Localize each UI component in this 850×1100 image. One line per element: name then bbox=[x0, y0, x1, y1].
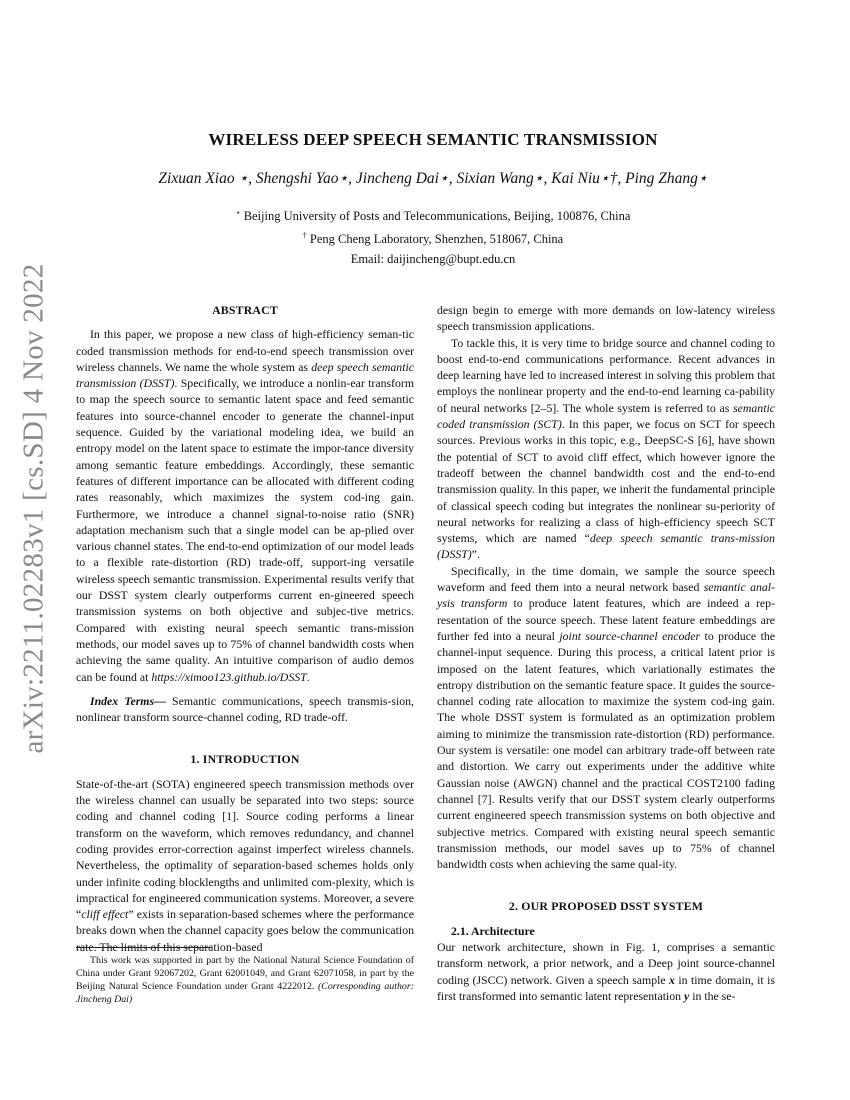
architecture-paragraph: Our network architecture, shown in Fig. 1, comprises a semantic transform network, a prior network, and a Deep joint source-channel coding (JSCC) network. Given a speech sample x in time domain, it is first transformed into semantic latent representation y in the se- bbox=[437, 939, 775, 1003]
left-column bbox=[76, 302, 414, 955]
section-2-heading: 2. OUR PROPOSED DSST SYSTEM bbox=[508, 899, 704, 914]
affiliation-1-text: Beijing University of Posts and Telecommunications, Beijing, 100876, China bbox=[243, 209, 631, 223]
paper-title: WIRELESS DEEP SPEECH SEMANTIC TRANSMISSION bbox=[208, 130, 658, 149]
index-terms: Index Terms— Semantic communications, speech transmis-sion, nonlinear transform source-channel coding, RD trade-off. bbox=[76, 693, 414, 725]
right-column bbox=[437, 302, 775, 1004]
affiliation-2-mark: † bbox=[302, 231, 307, 240]
author-list: Zixuan Xiao ⋆, Shengshi Yao⋆, Jincheng Dai⋆, Sixian Wang⋆, Kai Niu⋆†, Ping Zhang⋆ bbox=[158, 170, 708, 187]
arxiv-identifier bbox=[12, 258, 56, 758]
affiliation-2 bbox=[76, 232, 790, 247]
abstract-body: In this paper, we propose a new class of high-efficiency seman-tic coded transmission methods for end-to-end speech transmission over wireless channels. We name the whole system as deep speech semantic transmission (DSST). Specifically, we introduce a nonlin-ear transform to map the speech source to semantic latent space and feed semantic features into source-channel encoder to generate the channel-input sequence. Guided by the variational modeling idea, we build an entropy model on the latent space to estimate the impor-tance diversity among semantic feature embeddings. Accordingly, these semantic features of different importance can be allocated with different coding rates reasonably, which maximizes the system cod-ing gain. Furthermore, we introduce a channel signal-to-noise ratio (SNR) adaptation mechanism such that a single model can be ap-plied over various channel states. The end-to-end optimization of our model leads to a flexible rate-distortion (RD) trade-off, support-ing versatile wireless speech semantic transmission. Experimental results verify that our DSST system clearly outperforms current en-gineered speech transmission systems on both objective and subjec-tive metrics. Compared with existing neural speech semantic trans-mission methods, our model saves up to 75% of channel bandwidth costs when achieving the same quality. An intuitive comparison of audio demos can be found at https://ximoo123.github.io/DSST. bbox=[76, 327, 414, 684]
intro-paragraph-sct: To tackle this, it is very time to bridge source and channel coding to boost end-to-end communications performance. Recent advances in deep learning have led to increased interest in solving this problem that employs the nonlinear property and the end-to-end learning ca-pability of neural networks [2–5]. The whole system is referred to as semantic coded transmission (SCT). In this paper, we focus on SCT for speech sources. Previous works in this topic, e.g., DeepSC-S [6], have shown the potential of SCT to avoid cliff effect, which however ignore the tradeoff between the channel bandwidth cost and the end-to-end transmission quality. In this paper, we inherit the fundamental principle of classical speech coding but integrates the nonlinear su-periority of neural networks for realizing a class of high-efficiency speech SCT systems, which are named “deep speech semantic trans-mission (DSST)”. bbox=[437, 335, 775, 562]
intro-heading: 1. INTRODUCTION bbox=[190, 752, 300, 767]
contact-email: Email: daijincheng@bupt.edu.cn bbox=[350, 252, 516, 266]
subsection-2-1-heading: 2.1. Architecture bbox=[451, 923, 535, 938]
affiliation-2-text: Peng Cheng Laboratory, Shenzhen, 518067, China bbox=[309, 232, 564, 246]
funding-note: This work was supported in part by the National Natural Science Foundation of China under Grant 92067202, Grant 62001049, and Grant 62071058, in part by the Beijing Natural Science Foundation under Grant 4222012. (Corresponding author: Jincheng Dai) bbox=[76, 955, 414, 1005]
intro-paragraph-method: Specifically, in the time domain, we sample the source speech waveform and feed them into a neural network based semantic anal-ysis transform to produce latent features, which are indeed a rep-resentation of the source speech. These latent feature embeddings are further fed into a neural joint source-channel encoder to produce the channel-input sequence. During this process, a critical latent prior is imposed on the latent features, which variationally estimates the entropy distribution on the semantic feature space. It guides the source-channel coding rate allocation to maximize the system cod-ing gain. The whole DSST system is formulated as an optimization problem aiming to minimize the transmission rate-distortion (RD) performance. Our system is versatile: one model can arbitrary trade-off between rate and distortion. We carry out experiments under the additive white Gaussian noise (AWGN) channel and the practical COST2100 fading channel [7]. Results verify that our DSST system clearly outperforms current engineered speech transmission systems on both objective and subjective metrics. Compared with existing neural speech semantic transmission methods, our model saves up to 75% of channel bandwidth costs when achieving the same qual-ity. bbox=[437, 563, 775, 872]
index-terms-label: Index Terms— bbox=[90, 693, 166, 708]
abstract-heading: ABSTRACT bbox=[212, 303, 278, 317]
intro-paragraph-continued: design begin to emerge with more demands on low-latency wireless speech transmission applications. bbox=[437, 303, 775, 334]
intro-paragraph: State-of-the-art (SOTA) engineered speech transmission methods over the wireless channel can usually be separated into two steps: source coding and channel coding [1]. Source coding performs a linear transform on the waveform, which removes redundancy, and channel coding provides error-correction against imperfect wireless channels. Nevertheless, the optimality of separation-based schemes holds only under infinite coding blocklengths and unlimited com-plexity, which is impractical for engineered communication systems. Moreover, a severe “cliff effect” exists in separation-based schemes where the performance breaks down when the channel capacity goes below the communication rate. The limits of this separation-based bbox=[76, 776, 414, 954]
demo-link[interactable]: https://ximoo123.github.io/DSST bbox=[151, 669, 307, 684]
footnote-rule bbox=[76, 947, 211, 948]
arxiv-id-text: arXiv:2211.02283v1 [cs.SD] 4 Nov 2022 bbox=[17, 262, 50, 754]
affiliation-1-mark: ⋆ bbox=[235, 208, 241, 217]
footnote bbox=[76, 947, 414, 1006]
affiliation-1 bbox=[76, 209, 790, 224]
